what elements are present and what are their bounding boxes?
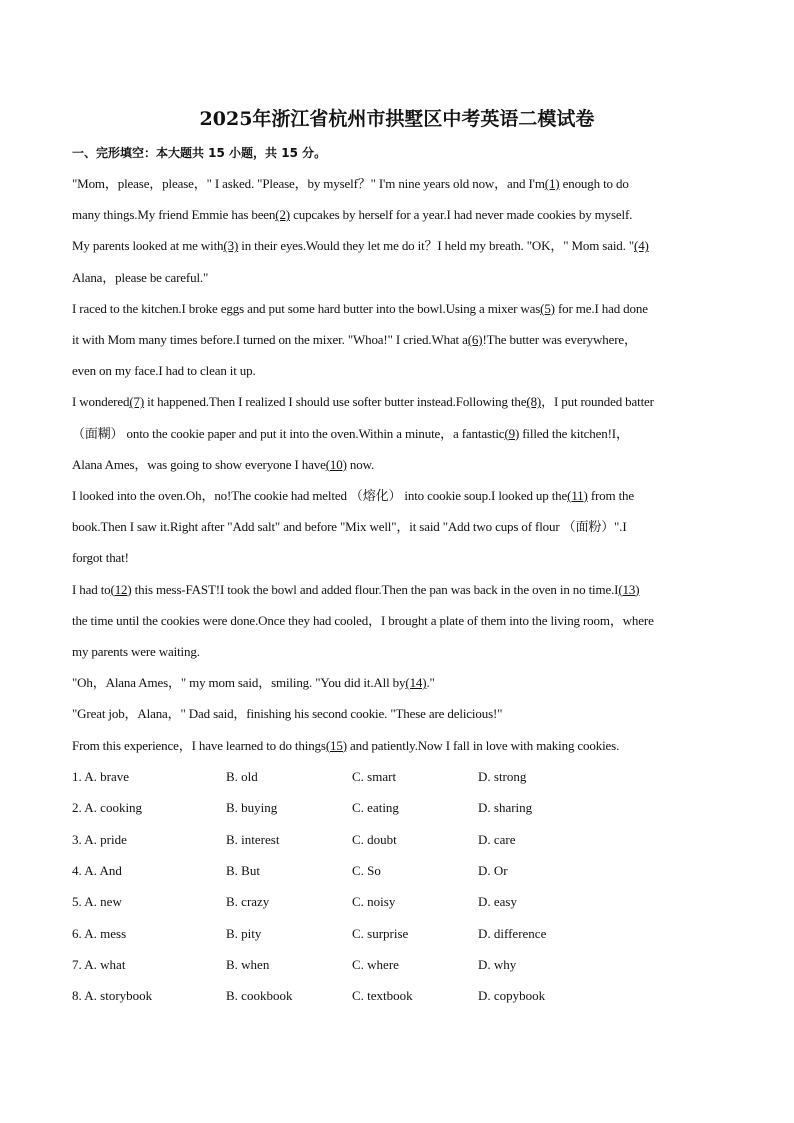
option-choice: D. Or — [478, 862, 508, 878]
passage-text: cupcakes by herself for a year.I had never made cookies by myself. — [290, 207, 633, 223]
passage-text: for me.I had done — [554, 300, 648, 316]
passage-line — [72, 642, 200, 662]
option-choice: 2. A. cooking — [72, 800, 143, 816]
option-choice: B. pity — [226, 925, 262, 941]
passage-text: many things.My friend Emmie has been — [72, 207, 276, 223]
passage-line — [72, 673, 435, 693]
passage-text: ，I put rounded batter — [541, 394, 654, 410]
question-option-row — [72, 955, 722, 975]
blank-number: (10) — [325, 456, 347, 472]
passage-text: From this experience，I have learned to do things — [72, 737, 326, 753]
question-option-row — [72, 924, 722, 944]
question-option-row — [72, 767, 722, 787]
passage-text: from the — [587, 488, 635, 503]
option-choice: 1. A. brave — [72, 769, 130, 784]
passage-line — [72, 236, 649, 256]
blank-number: (12) — [110, 581, 132, 597]
passage-line — [72, 517, 627, 537]
blank-number: (2) — [275, 207, 290, 223]
blank-number: (5) — [540, 300, 555, 316]
blank-number: (11) — [567, 488, 588, 503]
passage-line — [72, 268, 208, 288]
passage-line — [72, 736, 619, 756]
passage-text: "Great job，Alana，" Dad said，finishing his second cookie. "These are delicious!" — [72, 706, 503, 722]
blank-number: (4) — [634, 238, 649, 254]
passage-line — [72, 455, 374, 475]
blank-number: (7) — [129, 394, 145, 410]
option-choice: B. interest — [226, 831, 280, 847]
passage-text: My parents looked at me with — [72, 238, 224, 254]
passage-text: I looked into the oven.Oh，no!The cookie had melted （熔化） into cookie soup.I looked up the — [72, 488, 568, 503]
blank-number: (13) — [618, 581, 640, 597]
option-choice: C. where — [352, 956, 399, 972]
passage-text: filled the kitchen!I， — [519, 425, 629, 441]
passage-line — [72, 174, 629, 194]
page-title: 2025年浙江省杭州市拱墅区中考英语二模试卷 — [199, 108, 595, 130]
option-choice: C. noisy — [352, 894, 396, 910]
option-choice: C. eating — [352, 800, 399, 816]
option-choice: D. why — [478, 956, 517, 972]
blank-number: (9) — [504, 425, 520, 441]
blank-number: (14) — [405, 675, 427, 691]
passage-line — [72, 330, 637, 350]
passage-text: and patiently.Now I fall in love with making cookies. — [346, 737, 620, 753]
passage-text: I wondered — [72, 394, 130, 410]
option-choice: B. cookbook — [226, 988, 293, 1004]
passage-text: I raced to the kitchen.I broke eggs and put some hard butter into the bowl.Using a mixer was — [72, 300, 541, 316]
passage-text: enough to do — [559, 176, 629, 191]
blank-number: (6) — [467, 332, 483, 347]
passage-text: now. — [346, 456, 375, 472]
option-choice: D. care — [478, 831, 516, 847]
passage-text: book.Then I saw it.Right after "Add salt" and before "Mix well"，it said "Add two cups of flour （面粉）".I — [72, 519, 627, 535]
option-choice: 6. A. mess — [72, 925, 127, 941]
section-heading: 一、完形填空：本大题共 15 小题，共 15 分。 — [72, 146, 327, 160]
passage-line — [72, 205, 632, 225]
option-choice: C. doubt — [352, 831, 397, 847]
option-choice: 7. A. what — [72, 956, 126, 972]
passage-line — [72, 580, 639, 600]
option-choice: D. sharing — [478, 800, 533, 816]
option-choice: 3. A. pride — [72, 831, 127, 847]
option-choice: D. difference — [478, 925, 547, 941]
option-choice: B. But — [226, 862, 260, 878]
blank-number: (15) — [325, 737, 347, 753]
option-choice: B. when — [226, 956, 270, 972]
option-choice: B. crazy — [226, 894, 270, 910]
option-choice: 5. A. new — [72, 894, 122, 910]
option-choice: C. So — [352, 862, 381, 878]
passage-text: it happened.Then I realized I should use softer butter instead.Following the — [144, 394, 527, 410]
option-choice: C. smart — [352, 769, 397, 784]
passage-text: !The butter was everywhere， — [482, 332, 637, 347]
option-choice: 4. A. And — [72, 862, 122, 878]
option-choice: D. easy — [478, 894, 517, 910]
option-choice: 8. A. storybook — [72, 988, 153, 1004]
passage-text: ." — [426, 675, 435, 691]
option-choice: B. old — [226, 769, 258, 784]
passage-line — [72, 548, 129, 568]
passage-text: it with Mom many times before.I turned on the mixer. "Whoa!" I cried.What a — [72, 332, 468, 347]
passage-line — [72, 361, 256, 381]
blank-number: (3) — [223, 238, 239, 254]
option-choice: C. surprise — [352, 925, 409, 941]
blank-number: (1) — [544, 176, 560, 191]
passage-line — [72, 611, 654, 631]
passage-text: in their eyes.Would they let me do it？I held my breath. "OK，" Mom said. " — [238, 238, 635, 254]
option-choice: B. buying — [226, 800, 278, 816]
option-choice: C. textbook — [352, 988, 413, 1004]
passage-text: Alana Ames，was going to show everyone I have — [72, 456, 326, 472]
passage-text: this mess-FAST!I took the bowl and added flour.Then the pan was back in the oven in no time.I — [131, 581, 619, 597]
question-option-row — [72, 861, 722, 881]
passage-line — [72, 299, 648, 319]
question-option-row — [72, 892, 722, 912]
option-choice: D. copybook — [478, 988, 546, 1004]
passage-text: even on my face.I had to clean it up. — [72, 363, 256, 379]
passage-text: my parents were waiting. — [72, 644, 200, 659]
passage-text: （面糊） onto the cookie paper and put it into the oven.Within a minute，a fantastic — [72, 425, 505, 441]
passage-text: I had to — [72, 581, 111, 597]
question-option-row — [72, 830, 722, 850]
passage-line — [72, 392, 654, 412]
question-option-row — [72, 798, 722, 818]
passage-line — [72, 486, 634, 506]
passage-text: forgot that! — [72, 550, 129, 566]
passage-text: "Oh，Alana Ames，" my mom said，smiling. "You did it.All by — [72, 675, 406, 691]
passage-line — [72, 424, 629, 444]
passage-line — [72, 704, 502, 724]
passage-text: the time until the cookies were done.Once they had cooled，I brought a plate of them into the living room，where — [72, 612, 654, 628]
passage-text: "Mom，please，please，" I asked. "Please，by myself？" I'm nine years old now，and I'm — [72, 176, 545, 191]
question-option-row — [72, 986, 722, 1006]
passage-text: Alana，please be careful." — [72, 269, 209, 285]
option-choice: D. strong — [478, 769, 527, 784]
blank-number: (8) — [526, 394, 542, 410]
